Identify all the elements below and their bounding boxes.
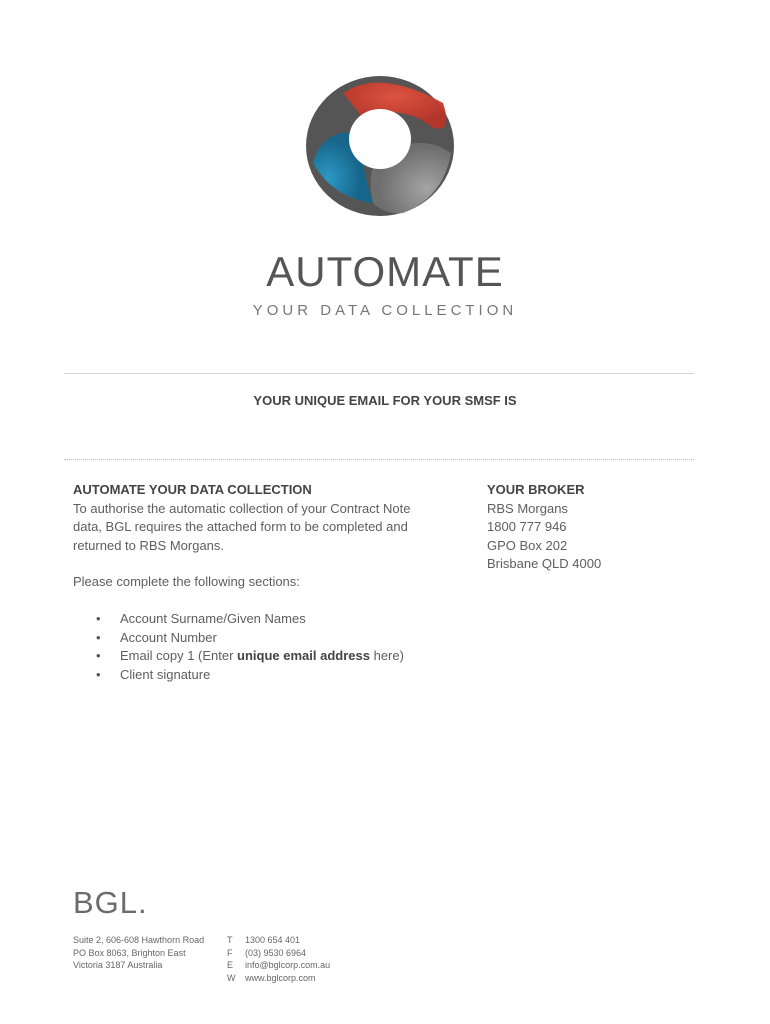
bgl-logo (73, 885, 148, 921)
address-line: Victoria 3187 Australia (73, 960, 163, 970)
broker-line: RBS Morgans (487, 500, 568, 516)
contact-website-link[interactable]: www.bglcorp.com (245, 972, 316, 983)
contact-key: F (227, 947, 233, 958)
contact-row (227, 947, 330, 960)
broker-line: Brisbane QLD 4000 (487, 556, 602, 572)
broker-line: GPO Box 202 (487, 537, 568, 553)
section-heading: AUTOMATE YOUR DATA COLLECTION (73, 482, 312, 497)
ring-logo-icon (303, 73, 457, 219)
address-line: PO Box 8063, Brighton East (73, 947, 186, 958)
brand-dot: . (138, 885, 148, 920)
address-line: Suite 2, 606-608 Hawthorn Road (73, 935, 205, 945)
brand-name: BGL (73, 885, 139, 920)
broker-line: 1800 777 946 (487, 519, 567, 535)
footer-contacts (227, 934, 330, 984)
list-item-emphasis: unique email address (237, 648, 370, 664)
contact-row (227, 959, 330, 972)
contact-row (227, 972, 330, 985)
instruction-text: Please complete the following sections: (73, 574, 300, 590)
intro-line: returned to RBS Morgans. (73, 537, 225, 553)
divider (64, 373, 694, 374)
page-subtitle: YOUR DATA COLLECTION (252, 302, 518, 319)
contact-phone: 1300 654 401 (245, 935, 301, 945)
contact-fax: (03) 9530 6964 (245, 947, 307, 958)
dotted-divider (64, 459, 694, 460)
intro-line: data, BGL requires the attached form to be completed and (73, 519, 408, 535)
automate-section (73, 481, 463, 684)
contact-row (227, 934, 330, 947)
list-item-prefix: Email copy 1 (Enter (120, 648, 238, 664)
broker-heading: YOUR BROKER (487, 482, 585, 497)
unique-email-heading: YOUR UNIQUE EMAIL FOR YOUR SMSF IS (253, 393, 517, 408)
contact-key: E (227, 960, 234, 970)
footer-address (73, 934, 204, 972)
list-item: • Account Surname/Given Names (120, 610, 463, 629)
list-item-suffix: here) (369, 648, 404, 664)
list-item (120, 647, 463, 666)
list-item: • Client signature (120, 666, 463, 685)
list-item: • Account Number (120, 629, 463, 648)
contact-key: T (227, 935, 233, 945)
intro-line: To authorise the automatic collection of your Contract Note (73, 500, 411, 516)
broker-section (487, 481, 707, 574)
contact-email-link[interactable]: info@bglcorp.com.au (245, 960, 331, 970)
sections-list (73, 610, 463, 684)
page-title: AUTOMATE (266, 248, 504, 295)
contact-key: W (227, 972, 236, 983)
